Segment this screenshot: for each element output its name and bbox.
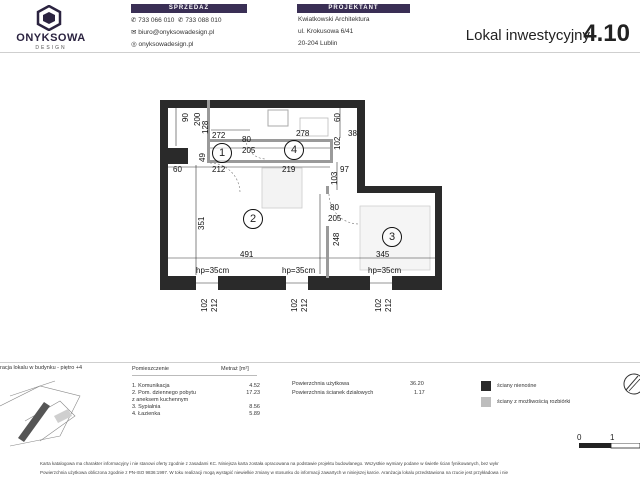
dim-label: 212: [212, 165, 226, 174]
dim-label: 80: [242, 135, 251, 144]
scale-zero: 0: [577, 433, 582, 442]
scale-one: 1: [610, 433, 615, 442]
room-marker-2: 2: [243, 209, 263, 229]
dim-label: 491: [240, 250, 254, 259]
dim-label: 205: [242, 146, 256, 155]
dim-label: 272: [212, 131, 226, 140]
brand-name: ONYKSOWA: [16, 32, 86, 44]
room-marker-3: 3: [382, 227, 402, 247]
mail-icon: ✉: [131, 29, 137, 36]
location-caption: racja lokalu w budynku - piętro +4: [0, 365, 83, 371]
designer-line-1: Kwiatkowski Architektura: [298, 16, 370, 23]
table-row: 4. Łazienka 5.89: [132, 411, 260, 417]
phone-2[interactable]: 733 088 010: [185, 17, 222, 24]
area-col-header: Metraż [m²]: [221, 366, 249, 372]
sill-height-label: hp=35cm: [196, 266, 230, 275]
dim-label: 102: [333, 136, 342, 150]
dim-label: 49: [198, 153, 207, 162]
dim-label: 80: [330, 203, 339, 212]
sill-height-label: hp=35cm: [282, 266, 316, 275]
designer-header: PROJEKTANT: [297, 4, 410, 13]
walls-area-label: Powierzchnia ścianek działowych: [292, 390, 374, 396]
page-title: Lokal inwestycyjny: [465, 27, 590, 44]
window-dim: 102: [374, 298, 383, 312]
sill-height-label: hp=35cm: [368, 266, 402, 275]
north-arrow-icon: [620, 372, 640, 396]
table-divider: [132, 375, 257, 376]
legend-swatch-light: [481, 397, 491, 407]
window-dim: 102: [290, 298, 299, 312]
window-dim: 212: [384, 298, 393, 312]
rooms-table: [132, 383, 260, 418]
window-dim: 212: [210, 298, 219, 312]
sales-web[interactable]: onyksowadesign.pl: [138, 41, 194, 48]
info-divider: [0, 362, 640, 363]
globe-icon: ◎: [131, 41, 137, 48]
brand-subtitle: DESIGN: [35, 45, 67, 51]
dim-label: 248: [332, 232, 341, 246]
dim-label: 219: [282, 165, 296, 174]
phone-icon: ✆: [131, 17, 137, 24]
footer-disclaimer-2: Powierzchnia użytkowa obliczona zgodnie z PN-ISO 9836:1997. W toku realizacji mogą wystąpić niewielkie zmiany w stosunku do informacji zawartych w niniejszej karcie. Aranżacja lokalu przedstawiona na rzucie jest przykładowa i nie: [40, 470, 508, 475]
rooms-col-header: Pomieszczenie: [132, 366, 169, 372]
room-marker-1: 1: [212, 143, 232, 163]
dim-label: 60: [333, 113, 342, 122]
table-row: 1. Komunikacja 4.52: [132, 383, 260, 389]
dim-label: 200: [193, 112, 202, 126]
designer-line-3: 20-204 Lublin: [298, 40, 338, 47]
usable-area-label: Powierzchnia użytkowa: [292, 381, 350, 387]
room-marker-4: 4: [284, 140, 304, 160]
legend-removable: ściany z możliwością rozbiórki: [497, 399, 571, 405]
unit-number: 4.10: [583, 20, 630, 47]
window-dim: 212: [300, 298, 309, 312]
table-row: 3. Sypialnia 8.56: [132, 404, 260, 410]
building-location-map: [0, 376, 100, 448]
legend-swatch-dark: [481, 381, 491, 391]
sales-header: SPRZEDAŻ: [131, 4, 247, 13]
dim-label: 97: [340, 165, 349, 174]
designer-line-2: ul. Krokusowa 6/41: [298, 28, 354, 35]
usable-area-value: 36.20: [410, 381, 424, 387]
sales-email[interactable]: biuro@onyksowadesign.pl: [138, 29, 215, 36]
table-row: 2. Pom. dziennego pobytu 17.23: [132, 390, 260, 396]
table-row: z aneksem kuchennym: [132, 397, 189, 403]
dim-label: 278: [296, 129, 310, 138]
dim-label: 38: [348, 129, 357, 138]
dim-label: 205: [328, 214, 342, 223]
dim-label: 103: [330, 171, 339, 185]
phone-icon: ✆: [178, 17, 184, 24]
window-dim: 102: [200, 298, 209, 312]
dim-label: 60: [173, 165, 182, 174]
dim-label: 90: [181, 113, 190, 122]
dim-label: 128: [201, 120, 210, 134]
dim-label: 345: [376, 250, 390, 259]
scale-bar: [579, 443, 640, 449]
walls-area-value: 1.17: [414, 390, 425, 396]
legend-load-bearing: ściany nienośne: [497, 383, 537, 389]
phone-1[interactable]: 733 066 010: [138, 17, 175, 24]
dim-label: 351: [197, 216, 206, 230]
footer-disclaimer-1: Karta katalogowa ma charakter informacyjny i nie stanowi oferty zgodnie z zasadami KC. Niniejsza karta została opracowana na podstawie projektu budowlanego. Wszystkie wymiary podane w świetle ścian fynikowanych, bez wykr: [40, 461, 499, 466]
